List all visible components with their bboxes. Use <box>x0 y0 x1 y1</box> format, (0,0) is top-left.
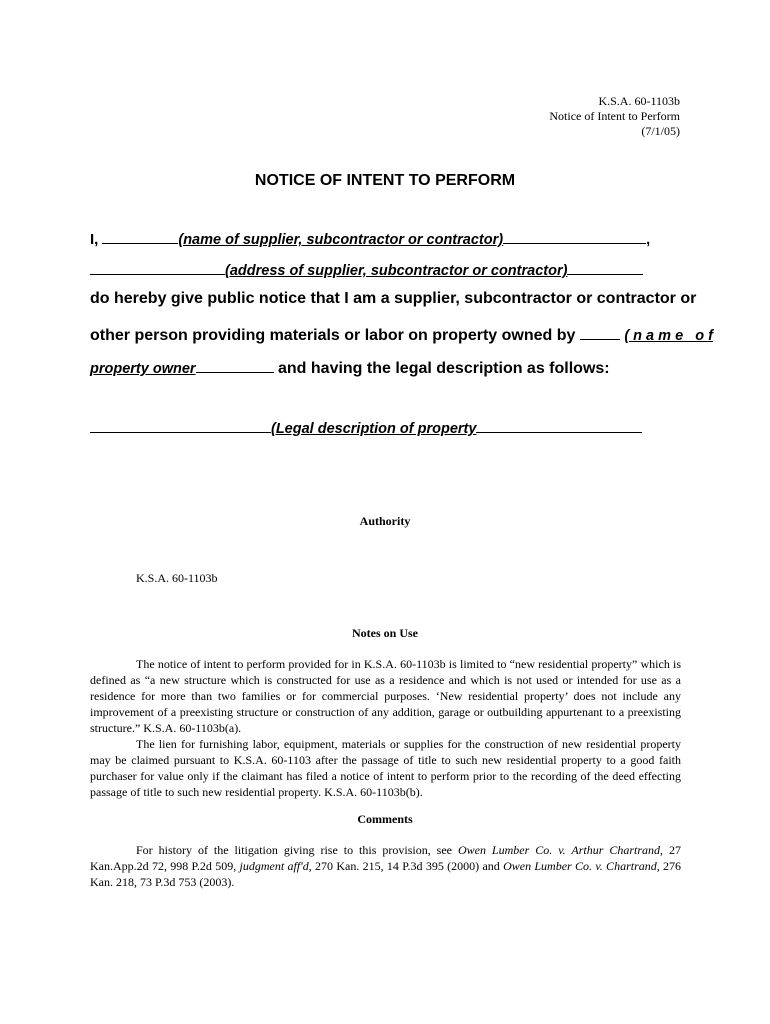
owner-name-hint-start: ( n a m e o f <box>624 328 713 344</box>
comments-heading: Comments <box>357 812 413 826</box>
comments-intro: For history of the litigation giving rise to this provision, see <box>136 843 452 857</box>
owner-name-hint-end: property owner <box>90 361 196 377</box>
header-reference <box>549 94 680 139</box>
notes-paragraph-1: The notice of intent to perform provided for in K.S.A. 60-1103b is limited to “new residential property” which is defined as “a new structure which is constructed for use as a residence and which is not used or intended for use as a residence for more than two families or for commercial purposes. ‘New residential property’ does not include any improvement of a preexisting structure or construction of any addition, garage or outbuilding appurtenant to a preexisting structure.” K.S.A. 60-1103b(a). <box>90 657 681 735</box>
legal-description-line <box>90 417 642 437</box>
owner-name-blank[interactable] <box>580 322 620 340</box>
statement-line-2 <box>90 322 713 345</box>
revision-date: (7/1/05) <box>641 124 680 138</box>
supplier-name-line <box>90 228 650 248</box>
supplier-name-blank-right[interactable] <box>503 228 646 244</box>
notes-body <box>90 656 681 800</box>
notes-paragraph-2: The lien for furnishing labor, equipment, materials or supplies for the construction of new residential property may be claimed pursuant to K.S.A. 60-1103 after the passage of title to such new residential property to a good faith purchaser for value only if the claimant has filed a notice of intent to perform prior to the recording of the deed effecting passage of title to such new residential property. K.S.A. 60-1103b(b). <box>90 737 681 799</box>
form-name: Notice of Intent to Perform <box>549 109 680 123</box>
supplier-name-hint: (name of supplier, subcontractor or contractor) <box>178 232 504 248</box>
citation-1: , 27 Kan.App.2d 72, 998 P.2d 509, <box>90 843 681 873</box>
supplier-address-line <box>90 259 643 279</box>
supplier-address-blank-right[interactable] <box>567 259 643 275</box>
supplier-address-hint: (address of supplier, subcontractor or contractor) <box>225 263 568 279</box>
legal-description-blank-right[interactable] <box>476 417 642 433</box>
supplier-suffix: , <box>646 232 651 248</box>
page-title: NOTICE OF INTENT TO PERFORM <box>254 172 516 189</box>
notes-heading: Notes on Use <box>352 626 418 640</box>
statement-line-3 <box>90 355 610 378</box>
statement-line-3-text: and having the legal description as follows: <box>278 360 610 377</box>
judgment-affd: judgment aff'd, <box>239 859 312 873</box>
supplier-prefix: I, <box>90 231 99 248</box>
authority-citation: K.S.A. 60-1103b <box>136 571 218 585</box>
statement-line-2-text: other person providing materials or labor on property owned by <box>90 327 576 344</box>
citation-2: 270 Kan. 215, 14 P.3d 395 (2000) and <box>315 859 500 873</box>
owner-name-blank-end[interactable] <box>196 355 274 373</box>
statute-reference: K.S.A. 60-1103b <box>598 94 680 108</box>
authority-heading: Authority <box>359 514 411 528</box>
legal-description-blank-left[interactable] <box>90 417 271 433</box>
comments-paragraph <box>90 842 681 890</box>
comments-body <box>90 842 681 890</box>
case-citation-2: Owen Lumber Co. v. Chartrand <box>503 859 657 873</box>
citation-3: , 276 Kan. 218, 73 P.3d 753 (2003). <box>90 859 682 889</box>
supplier-name-blank-left[interactable] <box>102 228 178 244</box>
case-citation-1: Owen Lumber Co. v. Arthur Chartrand <box>457 843 661 857</box>
legal-description-hint: (Legal description of property <box>271 421 477 437</box>
statement-line-1: do hereby give public notice that I am a supplier, subcontractor or contractor or <box>90 290 697 307</box>
supplier-address-blank-left[interactable] <box>90 259 225 275</box>
